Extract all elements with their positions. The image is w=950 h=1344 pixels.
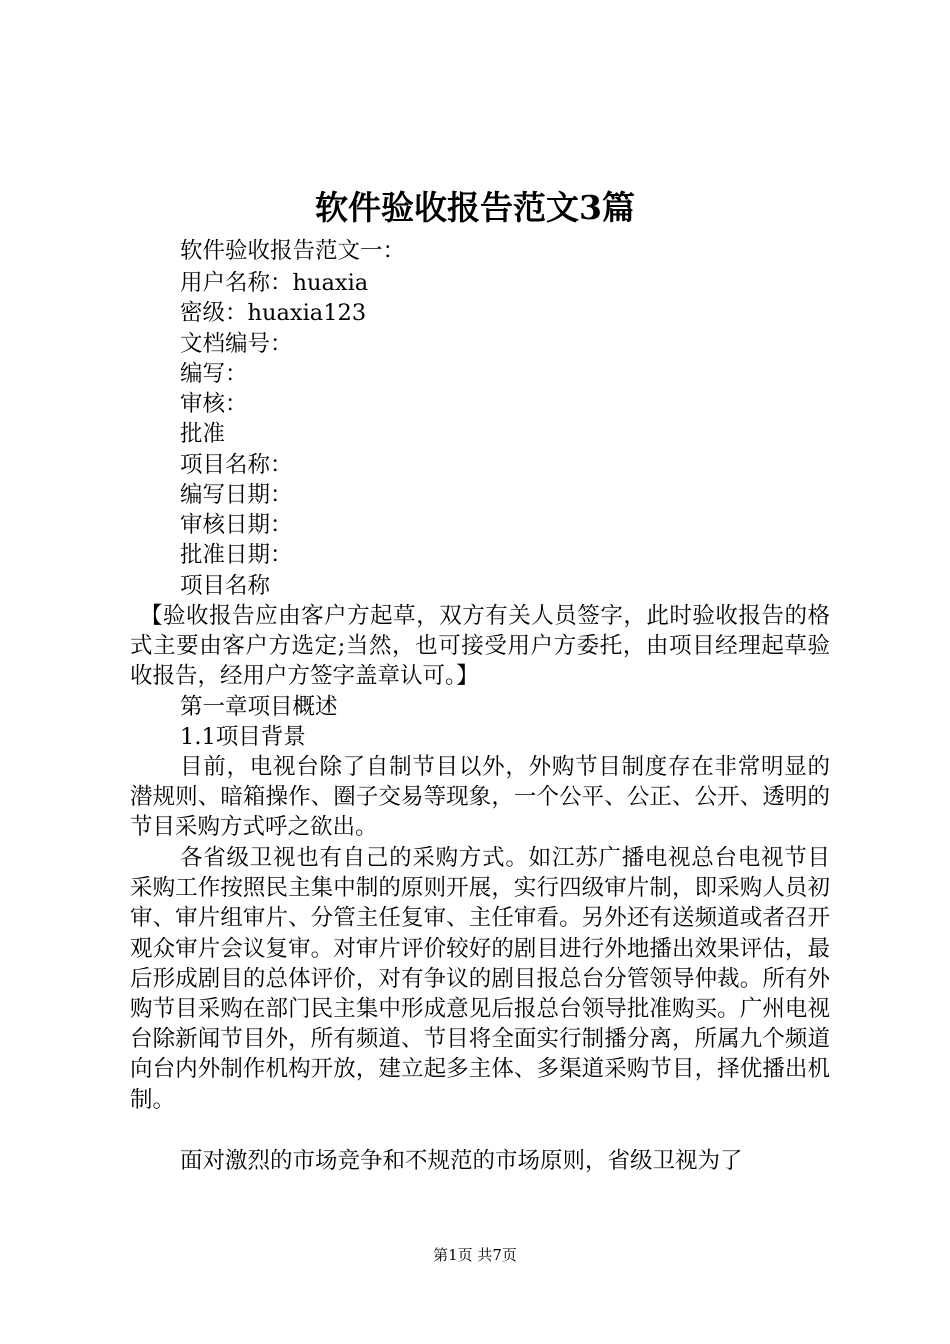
body-paragraph: 各省级卫视也有自己的采购方式。如江苏广播电视总台电视节目采购工作按照民主集中制的原则开展，实行四级审片制，即采购人员初审、审片组审片、分管主任复审、主任审看。另外还有送频道或者召开观众审片会议复审。对审片评价较好的剧目进行外地播出效果评估，最后形成剧目的总体评价，对有争议的剧目报总台分管领导仲裁。所有外购节目采购在部门民主集中形成意见后报总台领导批准购买。广州电视台除新闻节目外，所有频道、节目将全面实行制播分离，所属九个频道向台内外制作机构开放，建立起多主体、多渠道采购节目，择优播出机制。: [130, 845, 830, 1113]
field-user-name: 用户名称：huaxia: [180, 270, 369, 296]
intro-line: 软件验收报告范文一：: [180, 238, 406, 264]
field-author: 编写：: [180, 361, 248, 387]
field-review-date: 审核日期：: [180, 512, 293, 538]
field-project-name: 项目名称：: [180, 452, 293, 478]
field-project-name-label: 项目名称: [180, 573, 271, 599]
chapter-heading: 第一章项目概述: [180, 694, 338, 720]
field-security-level: 密级：huaxia123: [180, 300, 367, 326]
note-paragraph: 【验收报告应由客户方起草，双方有关人员签字，此时验收报告的格式主要由客户方选定;当然，也可接受用户方委托，由项目经理起草验收报告，经用户方签字盖章认可。】: [130, 603, 830, 690]
field-reviewer: 审核：: [180, 391, 248, 417]
section-heading: 1.1项目背景: [180, 724, 306, 750]
document-title: 软件验收报告范文3篇: [315, 188, 635, 227]
field-approve-date: 批准日期：: [180, 542, 293, 568]
body-paragraph: 面对激烈的市场竞争和不规范的市场原则，省级卫视为了: [180, 1148, 743, 1174]
body-paragraph: 目前，电视台除了自制节目以外，外购节目制度存在非常明显的潜规则、暗箱操作、圈子交易等现象，一个公平、公正、公开、透明的节目采购方式呼之欲出。: [130, 754, 830, 841]
field-approver: 批准: [180, 421, 226, 447]
field-document-number: 文档编号：: [180, 331, 293, 357]
page-number: 第1页 共7页: [433, 1246, 517, 1264]
field-write-date: 编写日期：: [180, 482, 293, 508]
